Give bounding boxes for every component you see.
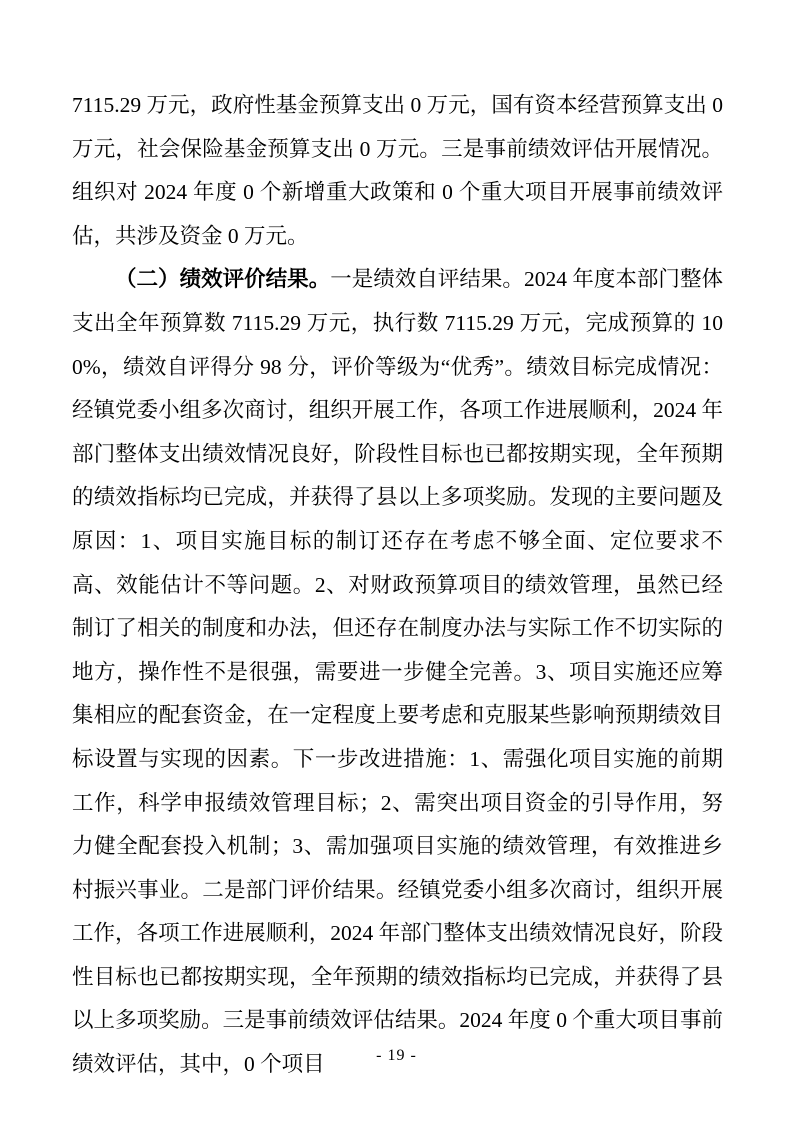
paragraph-text: 一是绩效自评结果。2024 年度本部门整体支出全年预算数 7115.29 万元，执行数 7115.29 万元，完成预算的 100%，绩效自评得分 98 分，评价等级为“优秀”。绩效目标完成情况：经镇党委小组多次商讨，组织开展工作，各项工作进展顺利，2024 年部门整体支出绩效情况良好，阶段性目标也已都按期实现，全年预期的绩效指标均已完成，并获得了县以上多项奖励。发现的主要问题及原因：1、项目实施目标的制订还存在考虑不够全面、定位要求不高、效能估计不等问题。2、对财政预算项目的绩效管理，虽然已经制订了相关的制度和办法，但还存在制度办法与实际工作不切实际的地方，操作性不是很强，需要进一步健全完善。3、项目实施还应筹集相应的配套资金，在一定程度上要考虑和克服某些影响预期绩效目标设置与实现的因素。下一步改进措施：1、需强化项目实施的前期工作，科学申报绩效管理目标；2、需突出项目资金的引导作用，努力健全配套投入机制；3、需加强项目实施的绩效管理，有效推进乡村振兴事业。二是部门评价结果。经镇党委小组多次商讨，组织开展工作，各项工作进展顺利，2024 年部门整体支出绩效情况良好，阶段性目标也已都按期实现，全年预期的绩效指标均已完成，并获得了县以上多项奖励。三是事前绩效评估结果。2024 年度 0 个重大项目事前绩效评估，其中，0 个项目 [72,267,723,1077]
paragraph-evaluation-results [72,258,723,1086]
paragraph-bold-heading: （二）绩效评价结果。 [115,267,331,292]
paragraph-budget-continuation [72,84,723,258]
paragraph-text: 7115.29 万元，政府性基金预算支出 0 万元，国有资本经营预算支出 0 万元，社会保险基金预算支出 0 万元。三是事前绩效评估开展情况。组织对 2024 年度 0 个新增重大政策和 0 个重大项目开展事前绩效评估，共涉及资金 0 万元。 [72,93,723,248]
page-number: - 19 - [376,1047,417,1064]
